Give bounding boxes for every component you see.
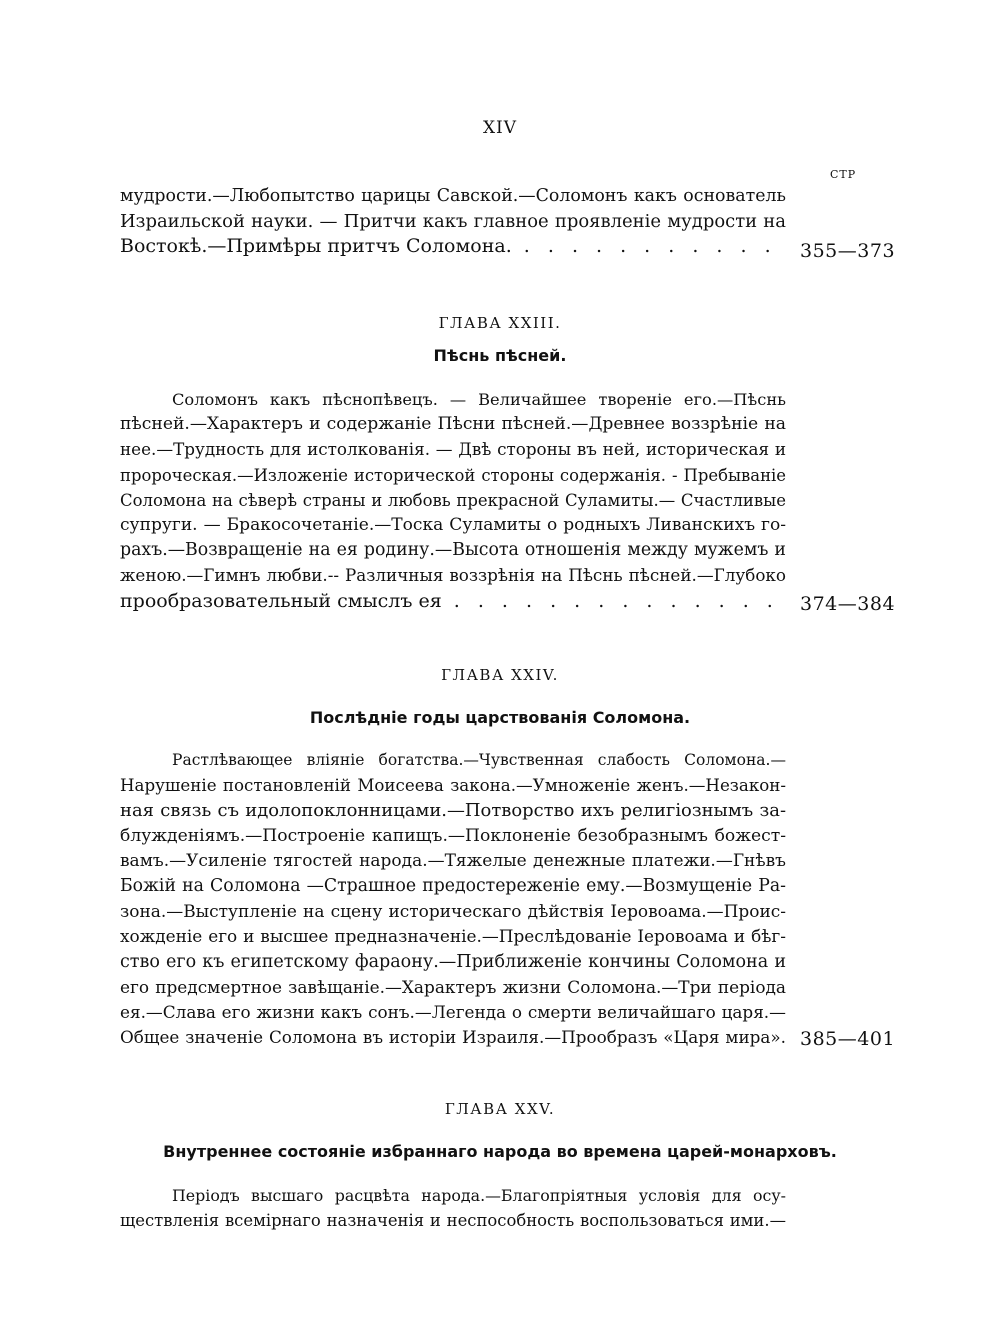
entry-line: ществленія всемірнаго назначенія и неспособность воспользоваться ими.—	[120, 1211, 786, 1231]
entry-line: зона.—Выступленіе на сцену историческаго дѣйствія Іеровоама.—Проис-	[120, 901, 786, 922]
continuation-entry	[120, 184, 786, 260]
page-number: XIV	[482, 118, 518, 138]
entry-line: блужденіямъ.—Построеніе капищъ.—Поклоненіе безобразнымъ божест-	[120, 825, 786, 846]
page-range: 374—384	[800, 593, 896, 615]
chapter-title: Послѣдніе годы царствованія Соломона.	[309, 708, 691, 727]
entry-line: Нарушеніе постановленій Моисеева закона.—Умноженіе женъ.—Незакон-	[120, 776, 786, 796]
page-column-label: СТР	[830, 168, 857, 181]
entry-line: его предсмертное завѣщаніе.—Характеръ жизни Соломона.—Три періода	[120, 976, 786, 997]
entry-line: ная связь съ идолопоклонницами.—Потворство ихъ религіознымъ за-	[120, 800, 786, 822]
page-range: 355—373	[800, 240, 896, 262]
entry-line: женою.—Гимнъ любви.-- Различныя воззрѣнія на Пѣснь пѣсней.—Глубоко	[120, 565, 786, 586]
entry-line: рахъ.—Возвращеніе на ея родину.—Высота отношенія между мужемъ и	[120, 540, 786, 561]
entry-line: мудрости.—Любопытство царицы Савской.—Соломонъ какъ основатель	[120, 186, 786, 206]
entry-line: Общее значеніе Соломона въ исторіи Израиля.—Прообразъ «Царя мира».	[120, 1027, 786, 1048]
entry-line: Періодъ высшаго расцвѣта народа.—Благопріятныя условія для осу-	[172, 1186, 786, 1205]
entry-line: хожденіе его и высшее предназначеніе.—Преслѣдованіе Іеровоама и бѣг-	[120, 926, 786, 947]
entry-line: Божій на Соломона —Страшное предостереженіе ему.—Возмущеніе Ра-	[120, 876, 786, 897]
entry-line: пророческая.—Изложеніе исторической стороны содержанія. - Пребываніе	[120, 465, 786, 485]
chapter-heading: ГЛАВА XXV.	[444, 1100, 556, 1118]
entry-line: пѣсней.—Характеръ и содержаніе Пѣсни пѣсней.—Древнее воззрѣніе на	[120, 414, 786, 435]
chapter-summary	[120, 748, 786, 1050]
entry-line: супруги. — Бракосочетаніе.—Тоска Суламиты о родныхъ Ливанскихъ го-	[120, 515, 786, 536]
entry-line: Израильской науки. — Притчи какъ главное проявленіе мудрости на	[120, 211, 786, 233]
entry-line: ство его къ египетскому фараону.—Приближеніе кончины Соломона и	[120, 951, 786, 972]
chapter-summary	[120, 387, 786, 614]
entry-line: Растлѣвающее вліяніе богатства.—Чувственная слабость Соломона.—	[172, 751, 786, 769]
chapter-heading: ГЛАВА XXIV.	[441, 666, 559, 684]
entry-line: вамъ.—Усиленіе тягостей народа.—Тяжелые денежные платежи.—Гнѣвъ	[120, 850, 786, 871]
entry-line: Соломонъ какъ пѣснопѣвецъ. — Величайшее твореніе его.—Пѣснь	[172, 390, 786, 409]
chapter-summary	[120, 1183, 786, 1233]
entry-line: ея.—Слава его жизни какъ сонъ.—Легенда о смерти величайшаго царя.—	[120, 1002, 786, 1023]
page-range: 385—401	[800, 1028, 896, 1050]
entry-line: Востокѣ.—Примѣры притчъ Соломона. . . .	[120, 234, 786, 259]
entry-line: нее.—Трудность для истолкованія. — Двѣ стороны въ ней, историческая и	[120, 439, 786, 460]
chapter-heading: ГЛАВА XXIII.	[438, 314, 562, 332]
entry-line: Соломона на сѣверѣ страны и любовь прекрасной Суламиты.— Счастливые	[120, 490, 786, 510]
entry-line: прообразовательный смыслъ ея . . .	[120, 589, 786, 614]
chapter-title: Внутреннее состояніе избраннаго народа во времена царей-монарховъ.	[163, 1142, 837, 1161]
chapter-title: Пѣснь пѣсней.	[433, 346, 567, 365]
